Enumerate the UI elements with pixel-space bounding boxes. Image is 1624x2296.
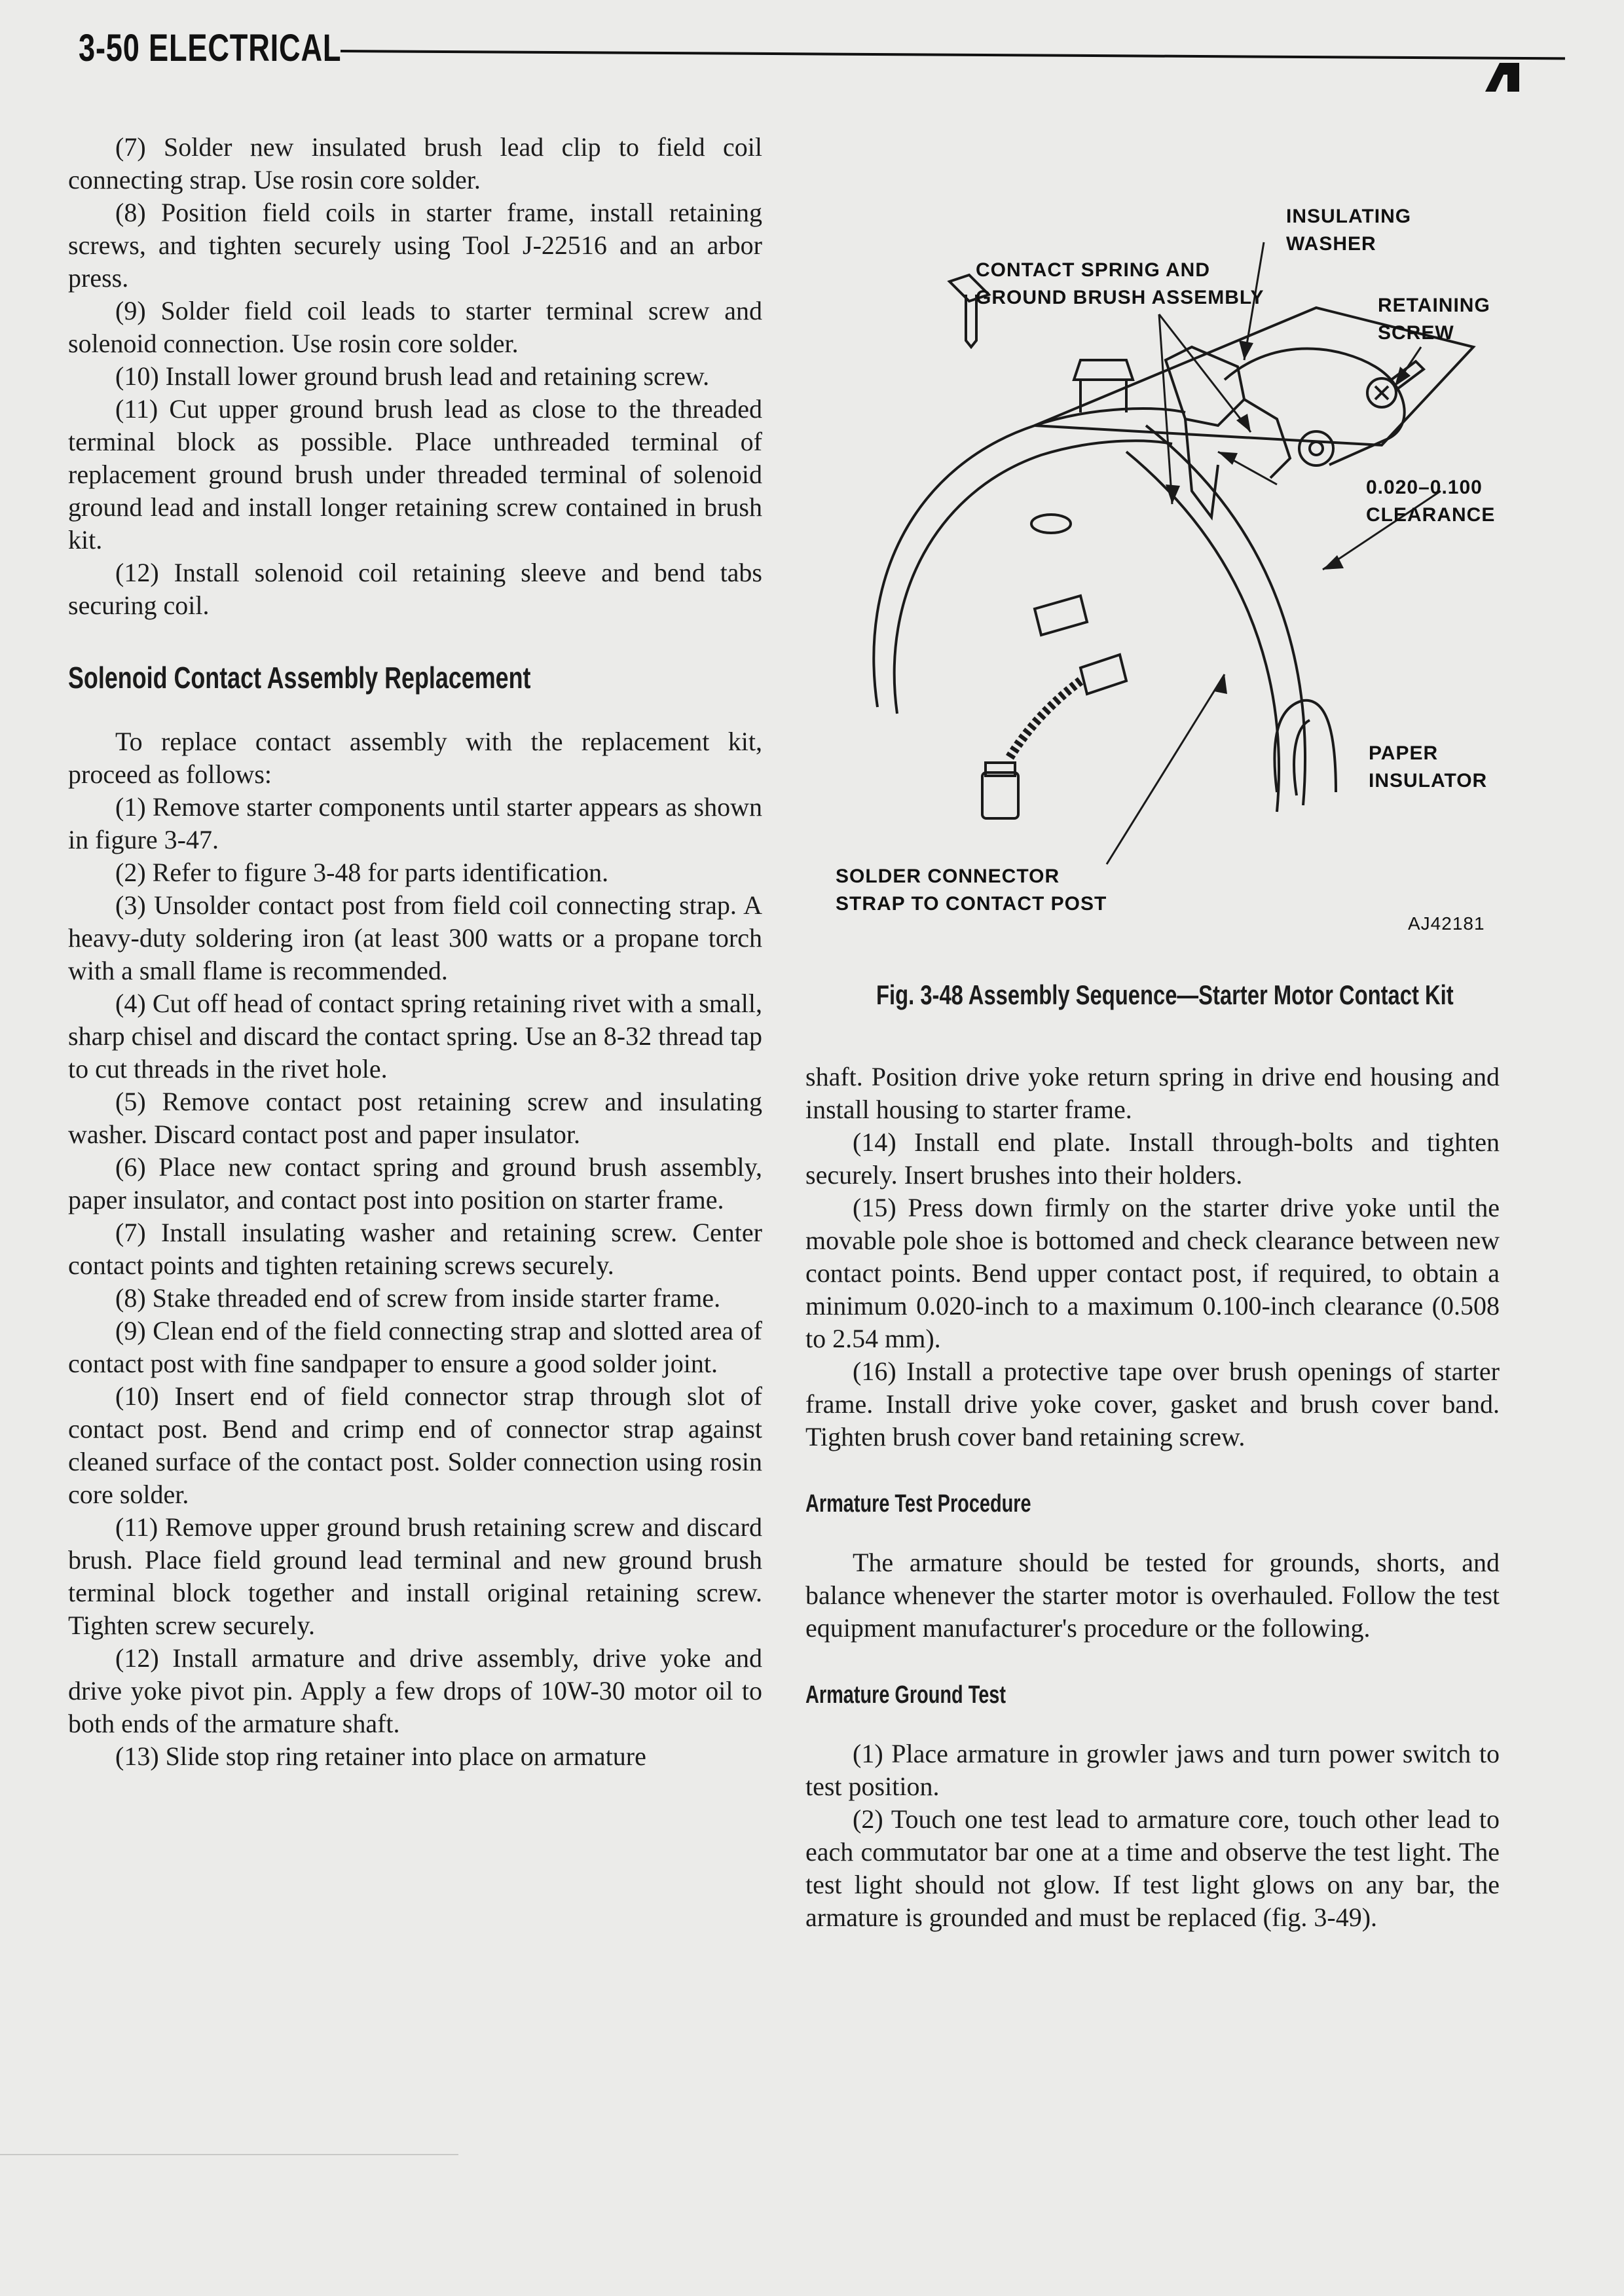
paragraph: (14) Install end plate. Install through-bolts and tighten securely. Insert brushes into their holders. [805, 1127, 1500, 1190]
paragraph: (9) Solder field coil leads to starter terminal screw and solenoid connection. Use rosin core solder. [68, 296, 762, 358]
paragraph: (15) Press down firmly on the starter drive yoke until the movable pole shoe is bottomed and check clearance between new contact points. Bend upper contact post, if required, to obtain a minimum 0.020-inch to a maximum 0.100-inch clearance (0.508 to 2.54 mm). [805, 1193, 1500, 1353]
label-line: 0.020–0.100 [1366, 477, 1483, 498]
label-line: GROUND BRUSH ASSEMBLY [976, 287, 1264, 308]
paragraph: To replace contact assembly with the replacement kit, proceed as follows: [68, 727, 762, 789]
paragraph: (2) Refer to figure 3-48 for parts identification. [115, 858, 609, 887]
paragraph: (3) Unsolder contact post from field coil connecting strap. A heavy-duty soldering iron (at least 300 watts or a propane torch with a small flame is recommended. [68, 890, 762, 985]
section-heading: Solenoid Contact Assembly Replacement [68, 661, 531, 695]
paragraph: (2) Touch one test lead to armature core, touch other lead to each commutator bar one at a time and observe the test light. The test light should not glow. If test light glows on any bar, the armature is grounded and must be replaced (fig. 3-49). [805, 1804, 1500, 1932]
page-title: 3-50 ELECTRICAL [79, 27, 342, 69]
paragraph: (6) Place new contact spring and ground brush assembly, paper insulator, and contact post into position on starter frame. [68, 1152, 762, 1214]
paper-insulator-label [1369, 740, 1487, 795]
right-column [805, 1061, 1500, 1934]
subsection-heading: Armature Ground Test [805, 1681, 1006, 1709]
paragraph: (8) Stake threaded end of screw from inside starter frame. [115, 1283, 721, 1313]
header-rule [341, 50, 1565, 60]
page-header [79, 26, 1532, 72]
paragraph: (10) Install lower ground brush lead and retaining screw. [115, 361, 710, 391]
contact-spring-label [976, 257, 1264, 312]
figure-id: AJ42181 [1408, 913, 1485, 934]
paragraph: (9) Clean end of the field connecting strap and slotted area of contact post with fine sandpaper to ensure a good solder joint. [68, 1316, 762, 1378]
paragraph: (11) Cut upper ground brush lead as close to the threaded terminal block as possible. Place unthreaded terminal of replacement ground brush under threaded terminal of solenoid ground lead and install longer retaining screw contained in brush kit. [68, 394, 762, 555]
paragraph: (7) Solder new insulated brush lead clip to field coil connecting strap. Use rosin core solder. [68, 132, 762, 194]
paragraph: (1) Remove starter components until starter appears as shown in figure 3-47. [68, 792, 762, 854]
label-line: INSULATING [1286, 206, 1412, 227]
label-line: CONTACT SPRING AND [976, 259, 1210, 281]
publisher-logo-icon [1485, 63, 1519, 92]
label-line: CLEARANCE [1366, 504, 1496, 526]
left-column [68, 131, 762, 1773]
figure-caption: Fig. 3-48 Assembly Sequence—Starter Motor Contact Kit [876, 979, 1454, 1010]
bottom-divider [0, 2154, 458, 2155]
paragraph: (16) Install a protective tape over brush openings of starter frame. Install drive yoke cover, gasket and brush cover band. Tighten brush cover band retaining screw. [805, 1357, 1500, 1451]
clearance-label [1366, 474, 1495, 529]
label-line: RETAINING [1378, 295, 1490, 316]
paragraph: (12) Install armature and drive assembly, drive yoke and drive yoke pivot pin. Apply a few drops of 10W-30 motor oil to both ends of the armature shaft. [68, 1643, 762, 1738]
paragraph: (7) Install insulating washer and retaining screw. Center contact points and tighten retaining screws securely. [68, 1218, 762, 1280]
label-line: PAPER [1369, 742, 1439, 764]
paragraph: (8) Position field coils in starter frame, install retaining screws, and tighten securely using Tool J-22516 and an arbor press. [68, 198, 762, 293]
paragraph: (12) Install solenoid coil retaining sleeve and bend tabs securing coil. [68, 558, 762, 620]
figure-3-48 [819, 151, 1545, 969]
label-line: SCREW [1378, 322, 1454, 344]
label-line: WASHER [1286, 233, 1376, 255]
subsection-heading: Armature Test Procedure [805, 1490, 1031, 1518]
retaining-screw-label [1378, 292, 1490, 347]
paragraph: (5) Remove contact post retaining screw and insulating washer. Discard contact post and paper insulator. [68, 1087, 762, 1149]
label-line: SOLDER CONNECTOR [836, 866, 1060, 887]
paragraph: (13) Slide stop ring retainer into place on armature [115, 1741, 646, 1771]
paragraph: (10) Insert end of field connector strap through slot of contact post. Bend and crimp end of connector strap against cleaned surface of the contact post. Solder connection using rosin core solder. [68, 1381, 762, 1509]
paragraph: (4) Cut off head of contact spring retaining rivet with a small, sharp chisel and discard the contact spring. Use an 8-32 thread tap to cut threads in the rivet hole. [68, 989, 762, 1084]
solder-connector-label [836, 863, 1107, 918]
paragraph: shaft. Position drive yoke return spring in drive end housing and install housing to starter frame. [805, 1062, 1500, 1124]
insulating-washer-label [1286, 203, 1411, 258]
paragraph: (1) Place armature in growler jaws and turn power switch to test position. [805, 1739, 1500, 1801]
paragraph: (11) Remove upper ground brush retaining screw and discard brush. Place field ground lead terminal and new ground brush terminal block together and install original retaining screw. Tighten screw securely. [68, 1512, 762, 1640]
paragraph: The armature should be tested for grounds, shorts, and balance whenever the starter motor is overhauled. Follow the test equipment manufacturer's procedure or the following. [805, 1548, 1500, 1643]
label-line: STRAP TO CONTACT POST [836, 893, 1107, 915]
label-line: INSULATOR [1369, 770, 1488, 792]
